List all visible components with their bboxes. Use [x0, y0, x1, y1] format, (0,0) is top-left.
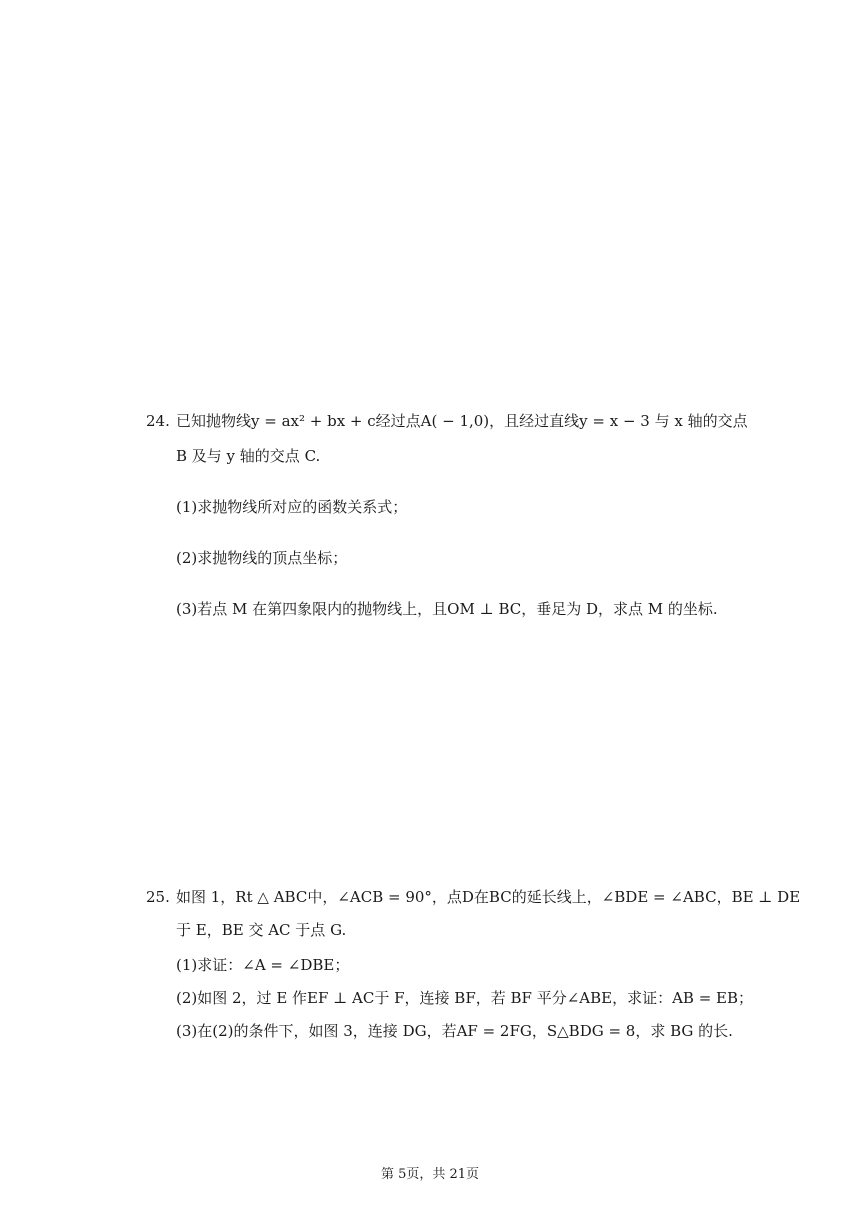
question-24-stem-line-1: 已知抛物线y = ax² + bx + c经过点A( − 1,0)，且经过直线y = x − 3 与 x 轴的交点 — [176, 412, 748, 430]
question-24-part-2: (2)求抛物线的顶点坐标； — [176, 549, 348, 567]
question-25-part-1: (1)求证：∠A = ∠DBE； — [176, 956, 350, 974]
question-25-stem-line-2: 于 E，BE 交 AC 于点 G. — [176, 921, 347, 939]
question-number: 25. — [146, 888, 170, 906]
page-footer: 第 5页，共 21页 — [380, 1167, 480, 1182]
question-number: 24. — [146, 412, 170, 430]
question-24-stem-line-2: B 及与 y 轴的交点 C. — [176, 447, 321, 465]
question-25-stem-line-1: 如图 1，Rt △ ABC中，∠ACB = 90°，点D在BC的延长线上，∠BDE = ∠ABC，BE ⊥ DE — [176, 888, 801, 906]
question-25-part-2: (2)如图 2，过 E 作EF ⊥ AC于 F，连接 BF，若 BF 平分∠ABE，求证：AB = EB； — [176, 989, 754, 1007]
question-25-part-3: (3)在(2)的条件下，如图 3，连接 DG，若AF = 2FG，S△BDG = 8，求 BG 的长. — [176, 1022, 733, 1040]
question-24-part-1: (1)求抛物线所对应的函数关系式； — [176, 498, 408, 516]
question-24-part-3: (3)若点 M 在第四象限内的抛物线上，且OM ⊥ BC，垂足为 D，求点 M 的坐标. — [176, 600, 718, 618]
